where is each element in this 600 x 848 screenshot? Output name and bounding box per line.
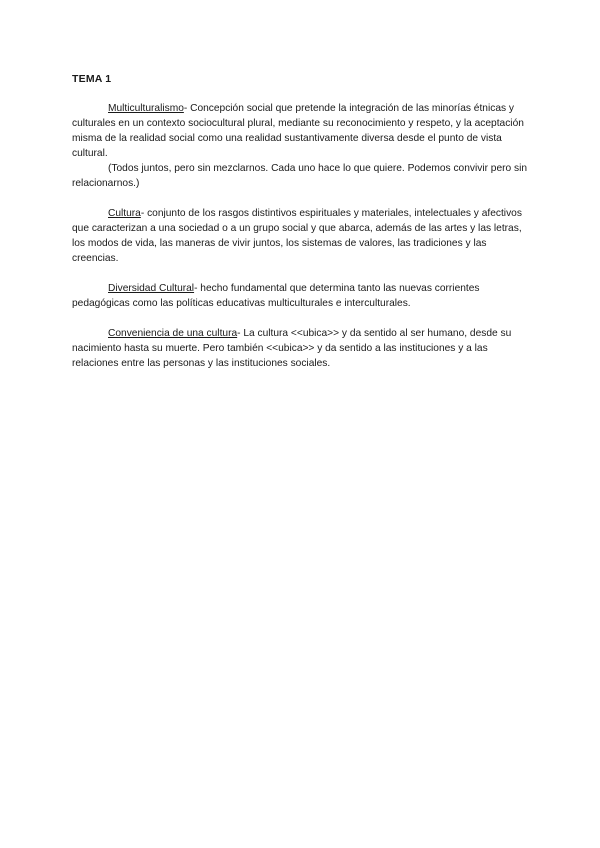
document-title: TEMA 1 [72, 73, 112, 85]
paragraph-multiculturalismo [72, 101, 530, 161]
definition-cultura: - conjunto de los rasgos distintivos espirituales y materiales, intelectuales y afectivos que caracterizan a una sociedad o a un grupo social y que abarca, además de las artes y las letras, los modos de vida, las maneras de vivir juntos, los sistemas de valores, las tradiciones y las creencias. [72, 208, 522, 264]
paragraph-gap [72, 266, 530, 281]
definition-conveniencia: - La cultura <<ubica>> y da sentido al ser humano, desde su nacimiento hasta su muerte. Pero también <<ubica>> y da sentido a las instituciones y a las relaciones entre las personas y las instituciones sociales. [72, 328, 512, 369]
definition-diversidad-cultural: - hecho fundamental que determina tanto las nuevas corrientes pedagógicas como las políticas educativas multiculturales e interculturales. [72, 283, 480, 309]
paragraph-conveniencia [72, 326, 530, 371]
paragraph-note [72, 161, 530, 191]
note-text: (Todos juntos, pero sin mezclarnos. Cada uno hace lo que quiere. Podemos convivir pero sin relacionarnos.) [72, 163, 528, 189]
paragraph-diversidad-cultural [72, 281, 530, 311]
definition-multiculturalismo: - Concepción social que pretende la integración de las minorías étnicas y culturales en un contexto sociocultural plural, mediante su reconocimiento y respeto, y la aceptación misma de la realidad social como una realidad sustantivamente diversa desde el punto de vista cultural. [72, 103, 524, 159]
paragraph-gap [72, 311, 530, 326]
term-cultura: Cultura [108, 208, 141, 219]
paragraph-gap [72, 191, 530, 206]
term-multiculturalismo: Multiculturalismo [108, 103, 184, 114]
term-diversidad-cultural: Diversidad Cultural [108, 283, 195, 294]
term-conveniencia: Conveniencia de una cultura [108, 328, 238, 339]
document-body [72, 101, 530, 371]
paragraph-cultura [72, 206, 530, 266]
